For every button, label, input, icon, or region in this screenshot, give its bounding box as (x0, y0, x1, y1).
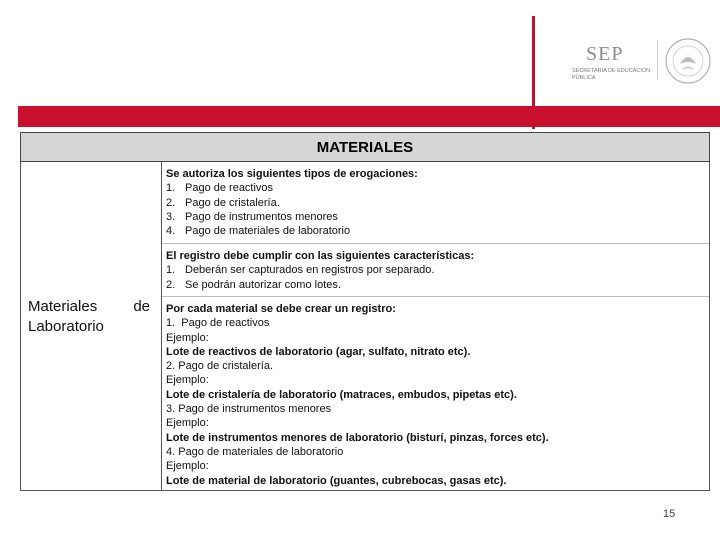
section-examples (162, 297, 709, 491)
list-item: 1. Pago de reactivos (166, 182, 274, 195)
example-text: Lote de reactivos de laboratorio (agar, sulfato, nitrato etc). (166, 345, 471, 358)
logo-divider (657, 40, 658, 80)
section2-heading: El registro debe cumplir con las siguientes características: (166, 250, 475, 262)
coat-of-arms-icon (663, 36, 713, 86)
section3-heading: Por cada material se debe crear un registro: (166, 303, 396, 315)
example-label: Ejemplo: (166, 417, 209, 430)
row-label-cell (21, 162, 162, 490)
example-item: 2. Pago de cristalería. (166, 360, 274, 373)
example-item: 3. Pago de instrumentos menores (166, 403, 332, 416)
list-item: 3. Pago de instrumentos menores (166, 210, 338, 223)
sep-logo-text: SEP (586, 43, 624, 65)
section-requirements (162, 244, 709, 297)
example-text: Lote de instrumentos menores de laboratorio (bisturí, pinzas, forces etc). (166, 431, 549, 444)
materials-table (20, 162, 710, 491)
example-text: Lote de cristalería de laboratorio (matraces, embudos, pipetas etc). (166, 388, 517, 401)
example-item: 1. Pago de reactivos (166, 317, 270, 330)
example-label: Ejemplo: (166, 374, 209, 387)
table-title: MATERIALES (20, 132, 710, 162)
list-item: 2. Se podrán autorizar como lotes. (166, 278, 341, 291)
example-label: Ejemplo: (166, 331, 209, 344)
list-item: 1. Deberán ser capturados en registros por separado. (166, 264, 435, 277)
section-allowed-expenses (162, 162, 709, 244)
list-item: 4. Pago de materiales de laboratorio (166, 225, 351, 238)
example-text: Lote de material de laboratorio (guantes, cubrebocas, gasas etc). (166, 474, 507, 487)
section1-heading: Se autoriza los siguientes tipos de erogaciones: (166, 168, 418, 180)
list-item: 2. Pago de cristalería. (166, 196, 280, 209)
row-label: Materiales de Laboratorio (28, 298, 150, 335)
page-number: 15 (663, 508, 676, 520)
example-label: Ejemplo: (166, 460, 209, 473)
sep-logo-subtitle: SECRETARÍA DE EDUCACIÓN PÚBLICA (572, 68, 651, 81)
header-red-band (18, 106, 720, 127)
example-item: 4. Pago de materiales de laboratorio (166, 445, 344, 458)
